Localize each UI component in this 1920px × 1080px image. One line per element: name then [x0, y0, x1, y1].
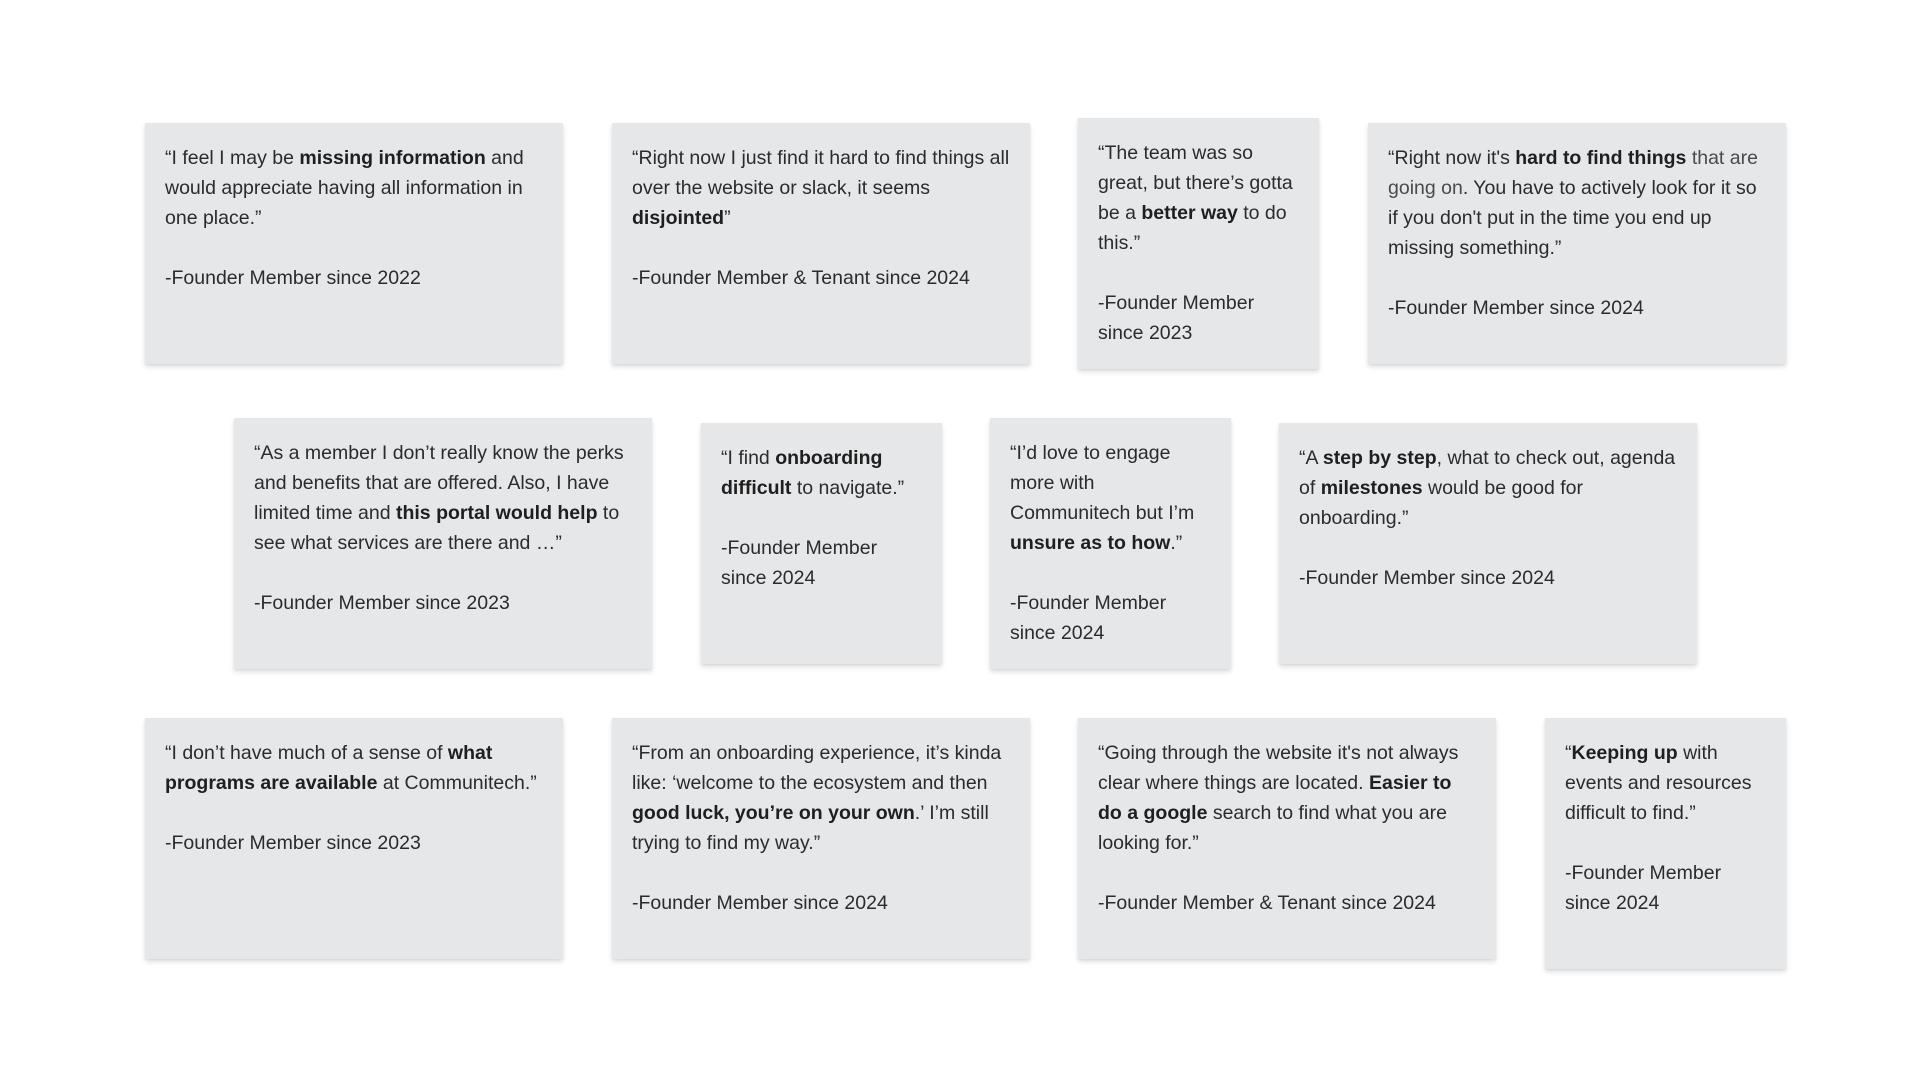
- note-quote: [1565, 738, 1766, 828]
- quote-text: to navigate.”: [791, 477, 905, 499]
- note-author: -Founder Member since 2023: [165, 832, 421, 854]
- quote-emphasis: missing information: [299, 147, 486, 169]
- quote-text: .’ I’m still trying to find my way.”: [632, 802, 989, 854]
- sticky-note[interactable]: [1078, 718, 1496, 959]
- note-author: -Founder Member since 2024: [1299, 567, 1555, 589]
- note-author: -Founder Member since 2023: [254, 592, 510, 614]
- note-quote: [1388, 143, 1766, 263]
- quote-text: to see what services are there and …”: [254, 502, 620, 554]
- quote-text: with events and resources difficult to find.”: [1565, 742, 1752, 824]
- quote-text: “Right now it's: [1388, 147, 1516, 169]
- quote-text: would be good for onboarding.”: [1299, 477, 1584, 529]
- quote-emphasis: good luck, you’re on your own: [632, 802, 915, 824]
- sticky-note[interactable]: [701, 423, 942, 664]
- note-quote: [721, 443, 922, 503]
- quote-emphasis: Easier to do a google: [1098, 772, 1452, 824]
- note-quote: [165, 143, 543, 233]
- sticky-note[interactable]: [612, 718, 1030, 959]
- quote-text: to do this.”: [1098, 202, 1287, 254]
- quote-text: “As a member I don’t really know the perks and benefits that are offered. Also, I have limited time and: [254, 442, 624, 524]
- note-author: -Founder Member since 2024: [1388, 297, 1644, 319]
- quote-emphasis: milestones: [1320, 477, 1423, 499]
- note-author: -Founder Member & Tenant since 2024: [1098, 892, 1436, 914]
- quote-text: ”: [724, 207, 731, 229]
- sticky-note[interactable]: [990, 418, 1231, 669]
- note-quote: [1010, 438, 1211, 558]
- sticky-note[interactable]: [1545, 718, 1786, 969]
- quote-text: , what to check out, agenda of: [1299, 447, 1676, 499]
- note-author: -Founder Member since 2024: [1565, 862, 1722, 914]
- sticky-note[interactable]: [145, 123, 563, 364]
- note-quote: [632, 143, 1010, 233]
- quote-text: “From an onboarding experience, it’s kinda like: ‘welcome to the ecosystem and then: [632, 742, 1002, 794]
- quote-text: “I don’t have much of a sense of: [165, 742, 448, 764]
- quote-text: “The team was so great, but there’s gotta be a: [1098, 142, 1293, 224]
- quote-text: “I feel I may be: [165, 147, 300, 169]
- quote-text: “Going through the website it's not always clear where things are located.: [1098, 742, 1459, 794]
- quote-text: “Right now I just find it hard to find things all over the website or slack, it seems: [632, 147, 1010, 199]
- sticky-note[interactable]: [1368, 123, 1786, 364]
- quote-text: .”: [1170, 532, 1183, 554]
- quote-text: “I’d love to engage more with Communitech but I’m: [1010, 442, 1195, 524]
- note-author: -Founder Member since 2024: [721, 537, 878, 589]
- note-author: -Founder Member since 2022: [165, 267, 421, 289]
- sticky-note[interactable]: [145, 718, 563, 959]
- quote-text: search to find what you are looking for.”: [1098, 802, 1447, 854]
- quote-emphasis: better way: [1141, 202, 1238, 224]
- quote-emphasis: step by step: [1322, 447, 1437, 469]
- sticky-note[interactable]: [1078, 118, 1319, 369]
- sticky-note[interactable]: [1279, 423, 1697, 664]
- quote-emphasis: this portal would help: [395, 502, 598, 524]
- quote-emphasis: unsure as to how: [1010, 532, 1171, 554]
- quote-emphasis: onboarding difficult: [721, 447, 883, 499]
- note-author: -Founder Member since 2023: [1098, 292, 1255, 344]
- note-quote: [1098, 138, 1299, 258]
- quote-text: at Communitech.”: [377, 772, 537, 794]
- quote-text: . You have to actively look for it so if you don't put in the time you end up missing something.”: [1388, 177, 1757, 259]
- quote-emphasis: disjointed: [632, 207, 725, 229]
- quote-text: and would appreciate having all information in one place.”: [165, 147, 524, 229]
- quote-emphasis: hard to find things: [1515, 147, 1687, 169]
- note-quote: [1299, 443, 1677, 533]
- quote-emphasis: Keeping up: [1571, 742, 1678, 764]
- note-quote: [165, 738, 543, 798]
- quote-text: that are going on: [1388, 147, 1758, 199]
- note-author: -Founder Member & Tenant since 2024: [632, 267, 970, 289]
- quote-text: “I find: [721, 447, 776, 469]
- quote-text: “: [1565, 742, 1572, 764]
- quote-text: “A: [1299, 447, 1323, 469]
- note-quote: [632, 738, 1010, 858]
- sticky-note[interactable]: [612, 123, 1030, 364]
- note-author: -Founder Member since 2024: [1010, 592, 1167, 644]
- quote-emphasis: what programs are available: [165, 742, 493, 794]
- note-quote: [254, 438, 632, 558]
- sticky-note[interactable]: [234, 418, 652, 669]
- note-quote: [1098, 738, 1476, 858]
- note-author: -Founder Member since 2024: [632, 892, 888, 914]
